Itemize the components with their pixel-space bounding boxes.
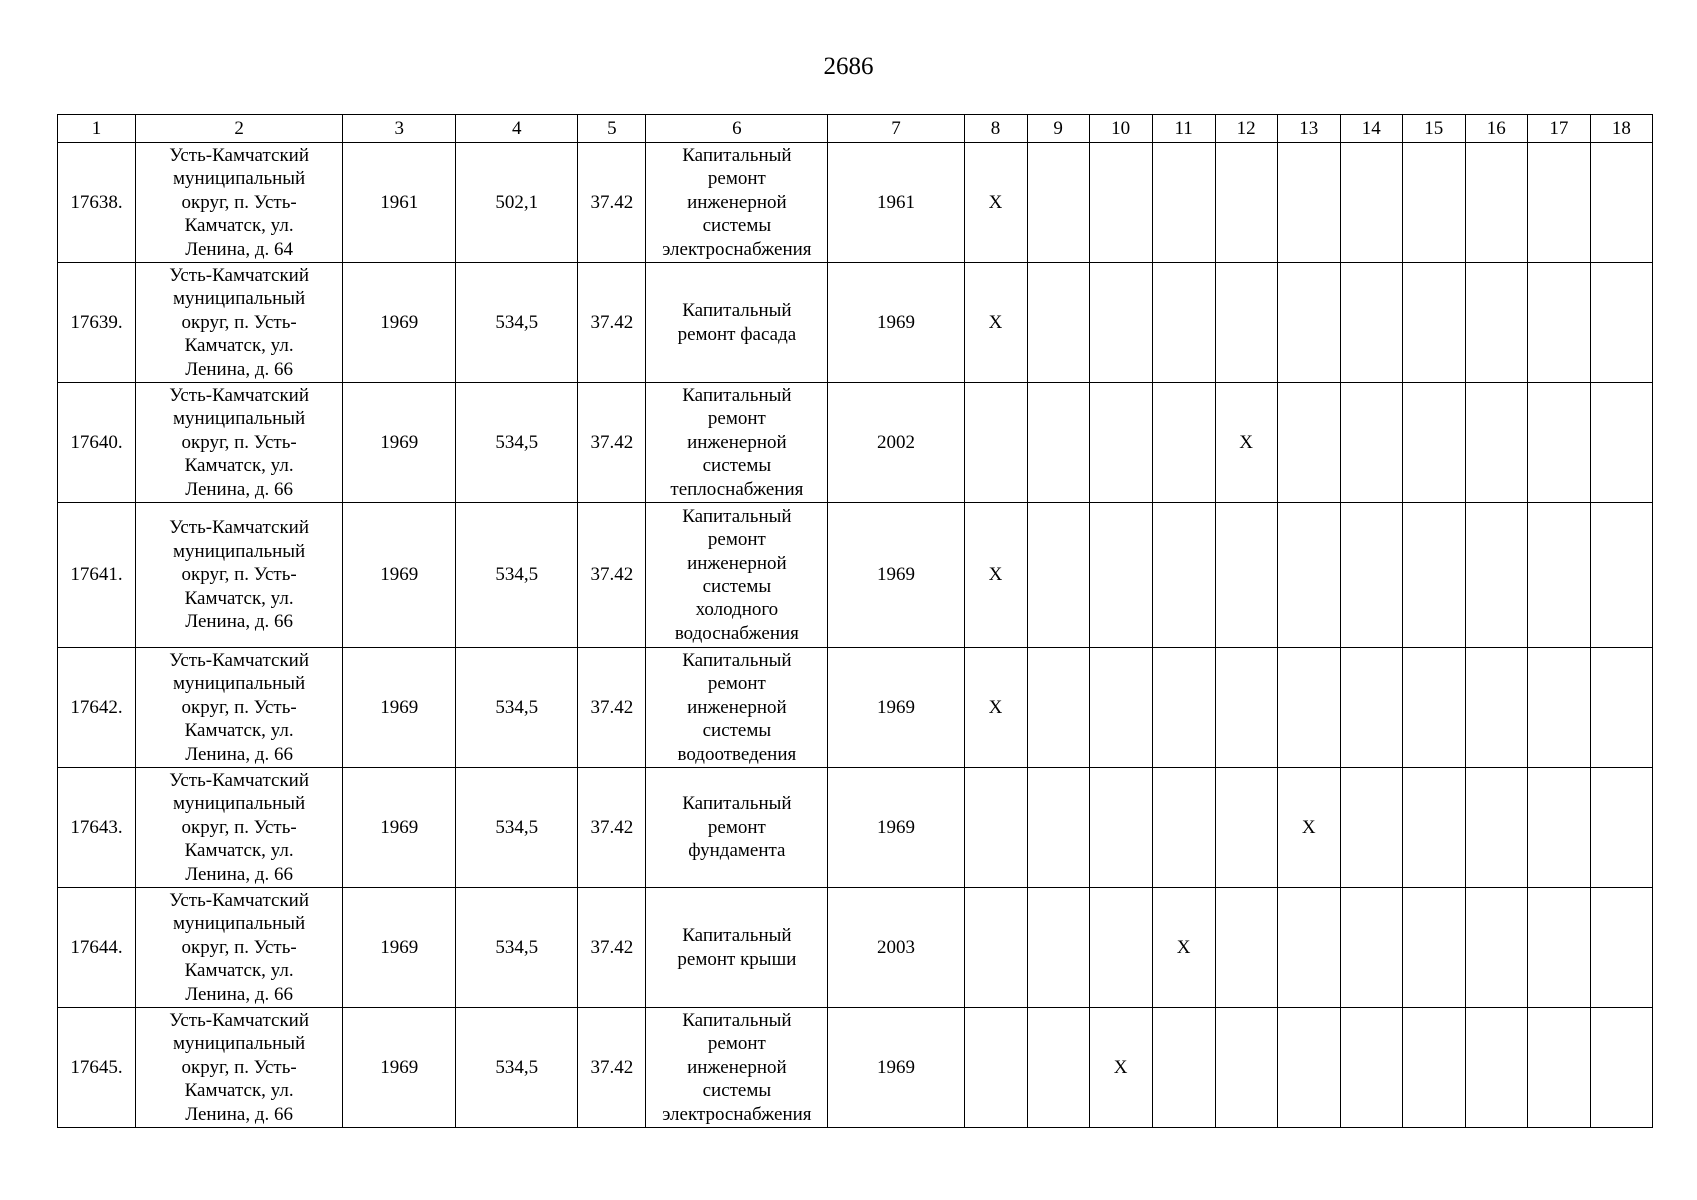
code-cell: 37.42 [578,503,646,648]
work-type-cell: Капитальный ремонт инженерной системы электроснабжения [646,143,828,263]
year-cell: 1969 [828,503,964,648]
mark-cell [1465,383,1527,503]
work-type-cell: Капитальный ремонт фасада [646,263,828,383]
mark-cell [1527,383,1590,503]
table-row [58,383,1653,503]
header-cell: 12 [1215,115,1277,143]
mark-cell [1277,503,1340,648]
table-row [58,768,1653,888]
row-number-cell: 17640. [58,383,136,503]
year-cell: 2003 [828,888,964,1008]
mark-cell [1402,263,1465,383]
mark-cell [1527,648,1590,768]
row-number-cell: 17643. [58,768,136,888]
address-cell: Усть-Камчатский муниципальный округ, п. Усть- Камчатск, ул. Ленина, д. 66 [136,648,343,768]
mark-cell [1215,1008,1277,1128]
mark-cell [1152,143,1215,263]
mark-cell [1152,648,1215,768]
mark-cell: X [1089,1008,1152,1128]
header-cell: 8 [964,115,1027,143]
row-number-cell: 17639. [58,263,136,383]
mark-cell [1402,143,1465,263]
mark-cell [1527,143,1590,263]
code-cell: 37.42 [578,1008,646,1128]
header-cell: 13 [1277,115,1340,143]
mark-cell [1027,888,1089,1008]
header-cell: 9 [1027,115,1089,143]
address-cell: Усть-Камчатский муниципальный округ, п. Усть- Камчатск, ул. Ленина, д. 66 [136,1008,343,1128]
mark-cell [1402,383,1465,503]
area-cell: 534,5 [456,383,578,503]
header-cell: 7 [828,115,964,143]
mark-cell: X [964,263,1027,383]
header-cell: 6 [646,115,828,143]
mark-cell [1027,143,1089,263]
area-cell: 534,5 [456,768,578,888]
mark-cell [1215,263,1277,383]
mark-cell [1340,143,1402,263]
mark-cell [1152,768,1215,888]
header-cell: 1 [58,115,136,143]
address-cell: Усть-Камчатский муниципальный округ, п. Усть- Камчатск, ул. Ленина, д. 66 [136,888,343,1008]
header-cell: 10 [1089,115,1152,143]
mark-cell [964,1008,1027,1128]
mark-cell [1340,888,1402,1008]
header-cell: 16 [1465,115,1527,143]
header-cell: 3 [343,115,456,143]
mark-cell [1089,143,1152,263]
mark-cell [1465,768,1527,888]
mark-cell [1277,648,1340,768]
address-cell: Усть-Камчатский муниципальный округ, п. Усть- Камчатск, ул. Ленина, д. 64 [136,143,343,263]
year-built-cell: 1969 [343,503,456,648]
mark-cell [1027,648,1089,768]
mark-cell [1089,888,1152,1008]
work-type-cell: Капитальный ремонт инженерной системы электроснабжения [646,1008,828,1128]
mark-cell [1402,888,1465,1008]
header-cell: 5 [578,115,646,143]
row-number-cell: 17642. [58,648,136,768]
mark-cell [1590,768,1652,888]
mark-cell [1027,383,1089,503]
work-type-cell: Капитальный ремонт крыши [646,888,828,1008]
header-cell: 4 [456,115,578,143]
mark-cell [1465,263,1527,383]
area-cell: 534,5 [456,503,578,648]
mark-cell [1590,648,1652,768]
mark-cell [1340,1008,1402,1128]
header-cell: 18 [1590,115,1652,143]
mark-cell [1277,263,1340,383]
code-cell: 37.42 [578,648,646,768]
mark-cell [1465,648,1527,768]
mark-cell [964,888,1027,1008]
header-cell: 14 [1340,115,1402,143]
header-cell: 15 [1402,115,1465,143]
mark-cell [964,383,1027,503]
address-cell: Усть-Камчатский муниципальный округ, п. Усть- Камчатск, ул. Ленина, д. 66 [136,383,343,503]
mark-cell [1527,888,1590,1008]
header-row [58,115,1653,143]
mark-cell [1527,503,1590,648]
header-cell: 17 [1527,115,1590,143]
mark-cell [1027,1008,1089,1128]
mark-cell [1527,1008,1590,1128]
header-cell: 2 [136,115,343,143]
code-cell: 37.42 [578,383,646,503]
mark-cell [1277,143,1340,263]
row-number-cell: 17638. [58,143,136,263]
mark-cell [1340,648,1402,768]
mark-cell: X [964,648,1027,768]
mark-cell [1527,768,1590,888]
row-number-cell: 17645. [58,1008,136,1128]
work-type-cell: Капитальный ремонт инженерной системы холодного водоснабжения [646,503,828,648]
mark-cell [1402,768,1465,888]
mark-cell [1590,263,1652,383]
year-built-cell: 1969 [343,768,456,888]
area-cell: 534,5 [456,1008,578,1128]
mark-cell [1152,503,1215,648]
table-row [58,143,1653,263]
row-number-cell: 17644. [58,888,136,1008]
mark-cell [1089,503,1152,648]
mark-cell [1027,768,1089,888]
mark-cell [1215,888,1277,1008]
area-cell: 534,5 [456,888,578,1008]
year-built-cell: 1969 [343,1008,456,1128]
mark-cell [1465,143,1527,263]
code-cell: 37.42 [578,263,646,383]
address-cell: Усть-Камчатский муниципальный округ, п. Усть- Камчатск, ул. Ленина, д. 66 [136,263,343,383]
row-number-cell: 17641. [58,503,136,648]
mark-cell [1215,143,1277,263]
table-row [58,1008,1653,1128]
mark-cell [1340,263,1402,383]
year-built-cell: 1969 [343,383,456,503]
mark-cell [1340,383,1402,503]
mark-cell [964,768,1027,888]
year-cell: 1969 [828,768,964,888]
code-cell: 37.42 [578,768,646,888]
mark-cell [1277,888,1340,1008]
mark-cell [1590,383,1652,503]
mark-cell [1590,888,1652,1008]
area-cell: 502,1 [456,143,578,263]
mark-cell [1277,383,1340,503]
area-cell: 534,5 [456,648,578,768]
mark-cell [1402,503,1465,648]
mark-cell [1089,648,1152,768]
table-row [58,263,1653,383]
mark-cell [1340,768,1402,888]
code-cell: 37.42 [578,888,646,1008]
header-cell: 11 [1152,115,1215,143]
year-built-cell: 1969 [343,648,456,768]
work-type-cell: Капитальный ремонт инженерной системы теплоснабжения [646,383,828,503]
page-number: 2686 [823,53,874,80]
mark-cell [1465,503,1527,648]
mark-cell: X [1215,383,1277,503]
mark-cell [1465,888,1527,1008]
mark-cell: X [964,143,1027,263]
area-cell: 534,5 [456,263,578,383]
mark-cell [1527,263,1590,383]
code-cell: 37.42 [578,143,646,263]
mark-cell: X [1277,768,1340,888]
table-body [58,143,1653,1128]
year-cell: 1961 [828,143,964,263]
mark-cell [1215,648,1277,768]
register-table [57,114,1653,1128]
table-row [58,888,1653,1008]
year-cell: 1969 [828,263,964,383]
address-cell: Усть-Камчатский муниципальный округ, п. Усть- Камчатск, ул. Ленина, д. 66 [136,503,343,648]
mark-cell [1152,263,1215,383]
year-cell: 2002 [828,383,964,503]
mark-cell [1027,263,1089,383]
mark-cell: X [964,503,1027,648]
work-type-cell: Капитальный ремонт инженерной системы водоотведения [646,648,828,768]
year-cell: 1969 [828,648,964,768]
mark-cell [1152,1008,1215,1128]
table-row [58,503,1653,648]
mark-cell [1340,503,1402,648]
mark-cell [1152,383,1215,503]
mark-cell [1402,1008,1465,1128]
work-type-cell: Капитальный ремонт фундамента [646,768,828,888]
address-cell: Усть-Камчатский муниципальный округ, п. Усть- Камчатск, ул. Ленина, д. 66 [136,768,343,888]
year-built-cell: 1969 [343,888,456,1008]
mark-cell [1089,768,1152,888]
year-cell: 1969 [828,1008,964,1128]
mark-cell [1215,503,1277,648]
mark-cell [1590,503,1652,648]
mark-cell [1402,648,1465,768]
year-built-cell: 1969 [343,263,456,383]
mark-cell: X [1152,888,1215,1008]
mark-cell [1027,503,1089,648]
mark-cell [1089,263,1152,383]
mark-cell [1590,1008,1652,1128]
mark-cell [1590,143,1652,263]
mark-cell [1465,1008,1527,1128]
mark-cell [1215,768,1277,888]
mark-cell [1089,383,1152,503]
mark-cell [1277,1008,1340,1128]
year-built-cell: 1961 [343,143,456,263]
table-row [58,648,1653,768]
